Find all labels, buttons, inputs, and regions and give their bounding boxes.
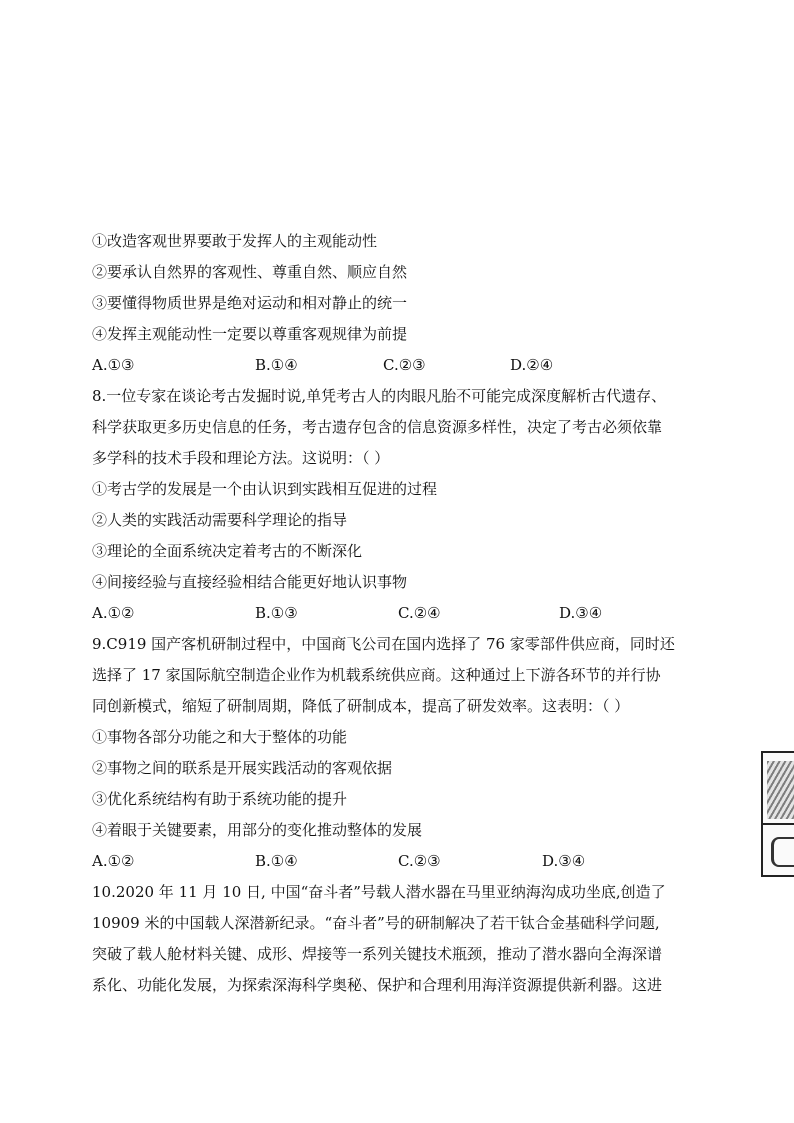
q9-option-b: B.①④ xyxy=(255,852,298,870)
q8-stem-line-2: 科学获取更多历史信息的任务，考古遗存包含的信息资源多样性，决定了考古必须依靠 xyxy=(92,418,663,436)
stamp-mark xyxy=(771,837,794,867)
q9-option-a: A.①② xyxy=(92,852,135,870)
q7-item-1: ①改造客观世界要敢于发挥人的主观能动性 xyxy=(92,232,378,250)
question-8 xyxy=(92,381,722,629)
q8-option-b: B.①③ xyxy=(255,604,298,622)
q9-options xyxy=(92,846,722,877)
q8-item-1: ①考古学的发展是一个由认识到实践相互促进的过程 xyxy=(92,480,438,498)
q8-options xyxy=(92,598,722,629)
q9-option-d: D.③④ xyxy=(542,852,586,870)
q7-option-d: D.②④ xyxy=(510,356,554,374)
q9-item-1: ①事物各部分功能之和大于整体的功能 xyxy=(92,728,348,746)
q8-option-c: C.②④ xyxy=(398,604,441,622)
question-9 xyxy=(92,629,722,877)
q9-stem-line-1: 9.C919 国产客机研制过程中，中国商飞公司在国内选择了 76 家零部件供应商，同时还 xyxy=(92,635,675,653)
side-stamp xyxy=(761,751,794,877)
q9-stem-line-3: 同创新模式，缩短了研制周期，降低了研制成本，提高了研发效率。这表明：（ ） xyxy=(92,697,630,715)
question-10 xyxy=(92,877,722,1001)
q10-stem-line-2: 10909 米的中国载人深潜新纪录。“奋斗者”号的研制解决了若干钛合金基础科学问题, xyxy=(92,914,660,932)
q8-option-a: A.①② xyxy=(92,604,135,622)
q8-item-4: ④间接经验与直接经验相结合能更好地认识事物 xyxy=(92,573,408,591)
q10-stem-line-3: 突破了载人舱材料关键、成形、焊接等一系列关键技术瓶颈，推动了潜水器向全海深谱 xyxy=(92,945,663,963)
q7-item-4: ④发挥主观能动性一定要以尊重客观规律为前提 xyxy=(92,325,408,343)
q7-option-a: A.①③ xyxy=(92,356,135,374)
q9-item-3: ③优化系统结构有助于系统功能的提升 xyxy=(92,790,348,808)
question-7 xyxy=(92,226,722,381)
stamp-pattern xyxy=(767,761,794,819)
q8-option-d: D.③④ xyxy=(559,604,603,622)
document-body xyxy=(92,226,722,1001)
q8-stem-line-3: 多学科的技术手段和理论方法。这说明：（ ） xyxy=(92,449,390,467)
q7-option-c: C.②③ xyxy=(383,356,426,374)
q7-options xyxy=(92,350,722,381)
q10-stem-line-1: 10.2020 年 11 月 10 日, 中国“奋斗者”号载人潜水器在马里亚纳海沟成功坐底,创造了 xyxy=(92,883,666,901)
q9-item-2: ②事物之间的联系是开展实践活动的客观依据 xyxy=(92,759,393,777)
q10-stem-line-4: 系化、功能化发展，为探索深海科学奥秘、保护和合理利用海洋资源提供新利器。这进 xyxy=(92,976,663,994)
q9-stem-line-2: 选择了 17 家国际航空制造企业作为机载系统供应商。这种通过上下游各环节的并行协 xyxy=(92,666,661,684)
q8-item-3: ③理论的全面系统决定着考古的不断深化 xyxy=(92,542,363,560)
q7-item-2: ②要承认自然界的客观性、尊重自然、顺应自然 xyxy=(92,263,408,281)
stamp-divider xyxy=(763,823,794,825)
q9-option-c: C.②③ xyxy=(398,852,441,870)
q8-item-2: ②人类的实践活动需要科学理论的指导 xyxy=(92,511,348,529)
q7-option-b: B.①④ xyxy=(255,356,298,374)
q8-stem-line-1: 8.一位专家在谈论考古发掘时说,单凭考古人的肉眼凡胎不可能完成深度解析古代遗存、 xyxy=(92,387,667,405)
q7-item-3: ③要懂得物质世界是绝对运动和相对静止的统一 xyxy=(92,294,408,312)
q9-item-4: ④着眼于关键要素，用部分的变化推动整体的发展 xyxy=(92,821,423,839)
